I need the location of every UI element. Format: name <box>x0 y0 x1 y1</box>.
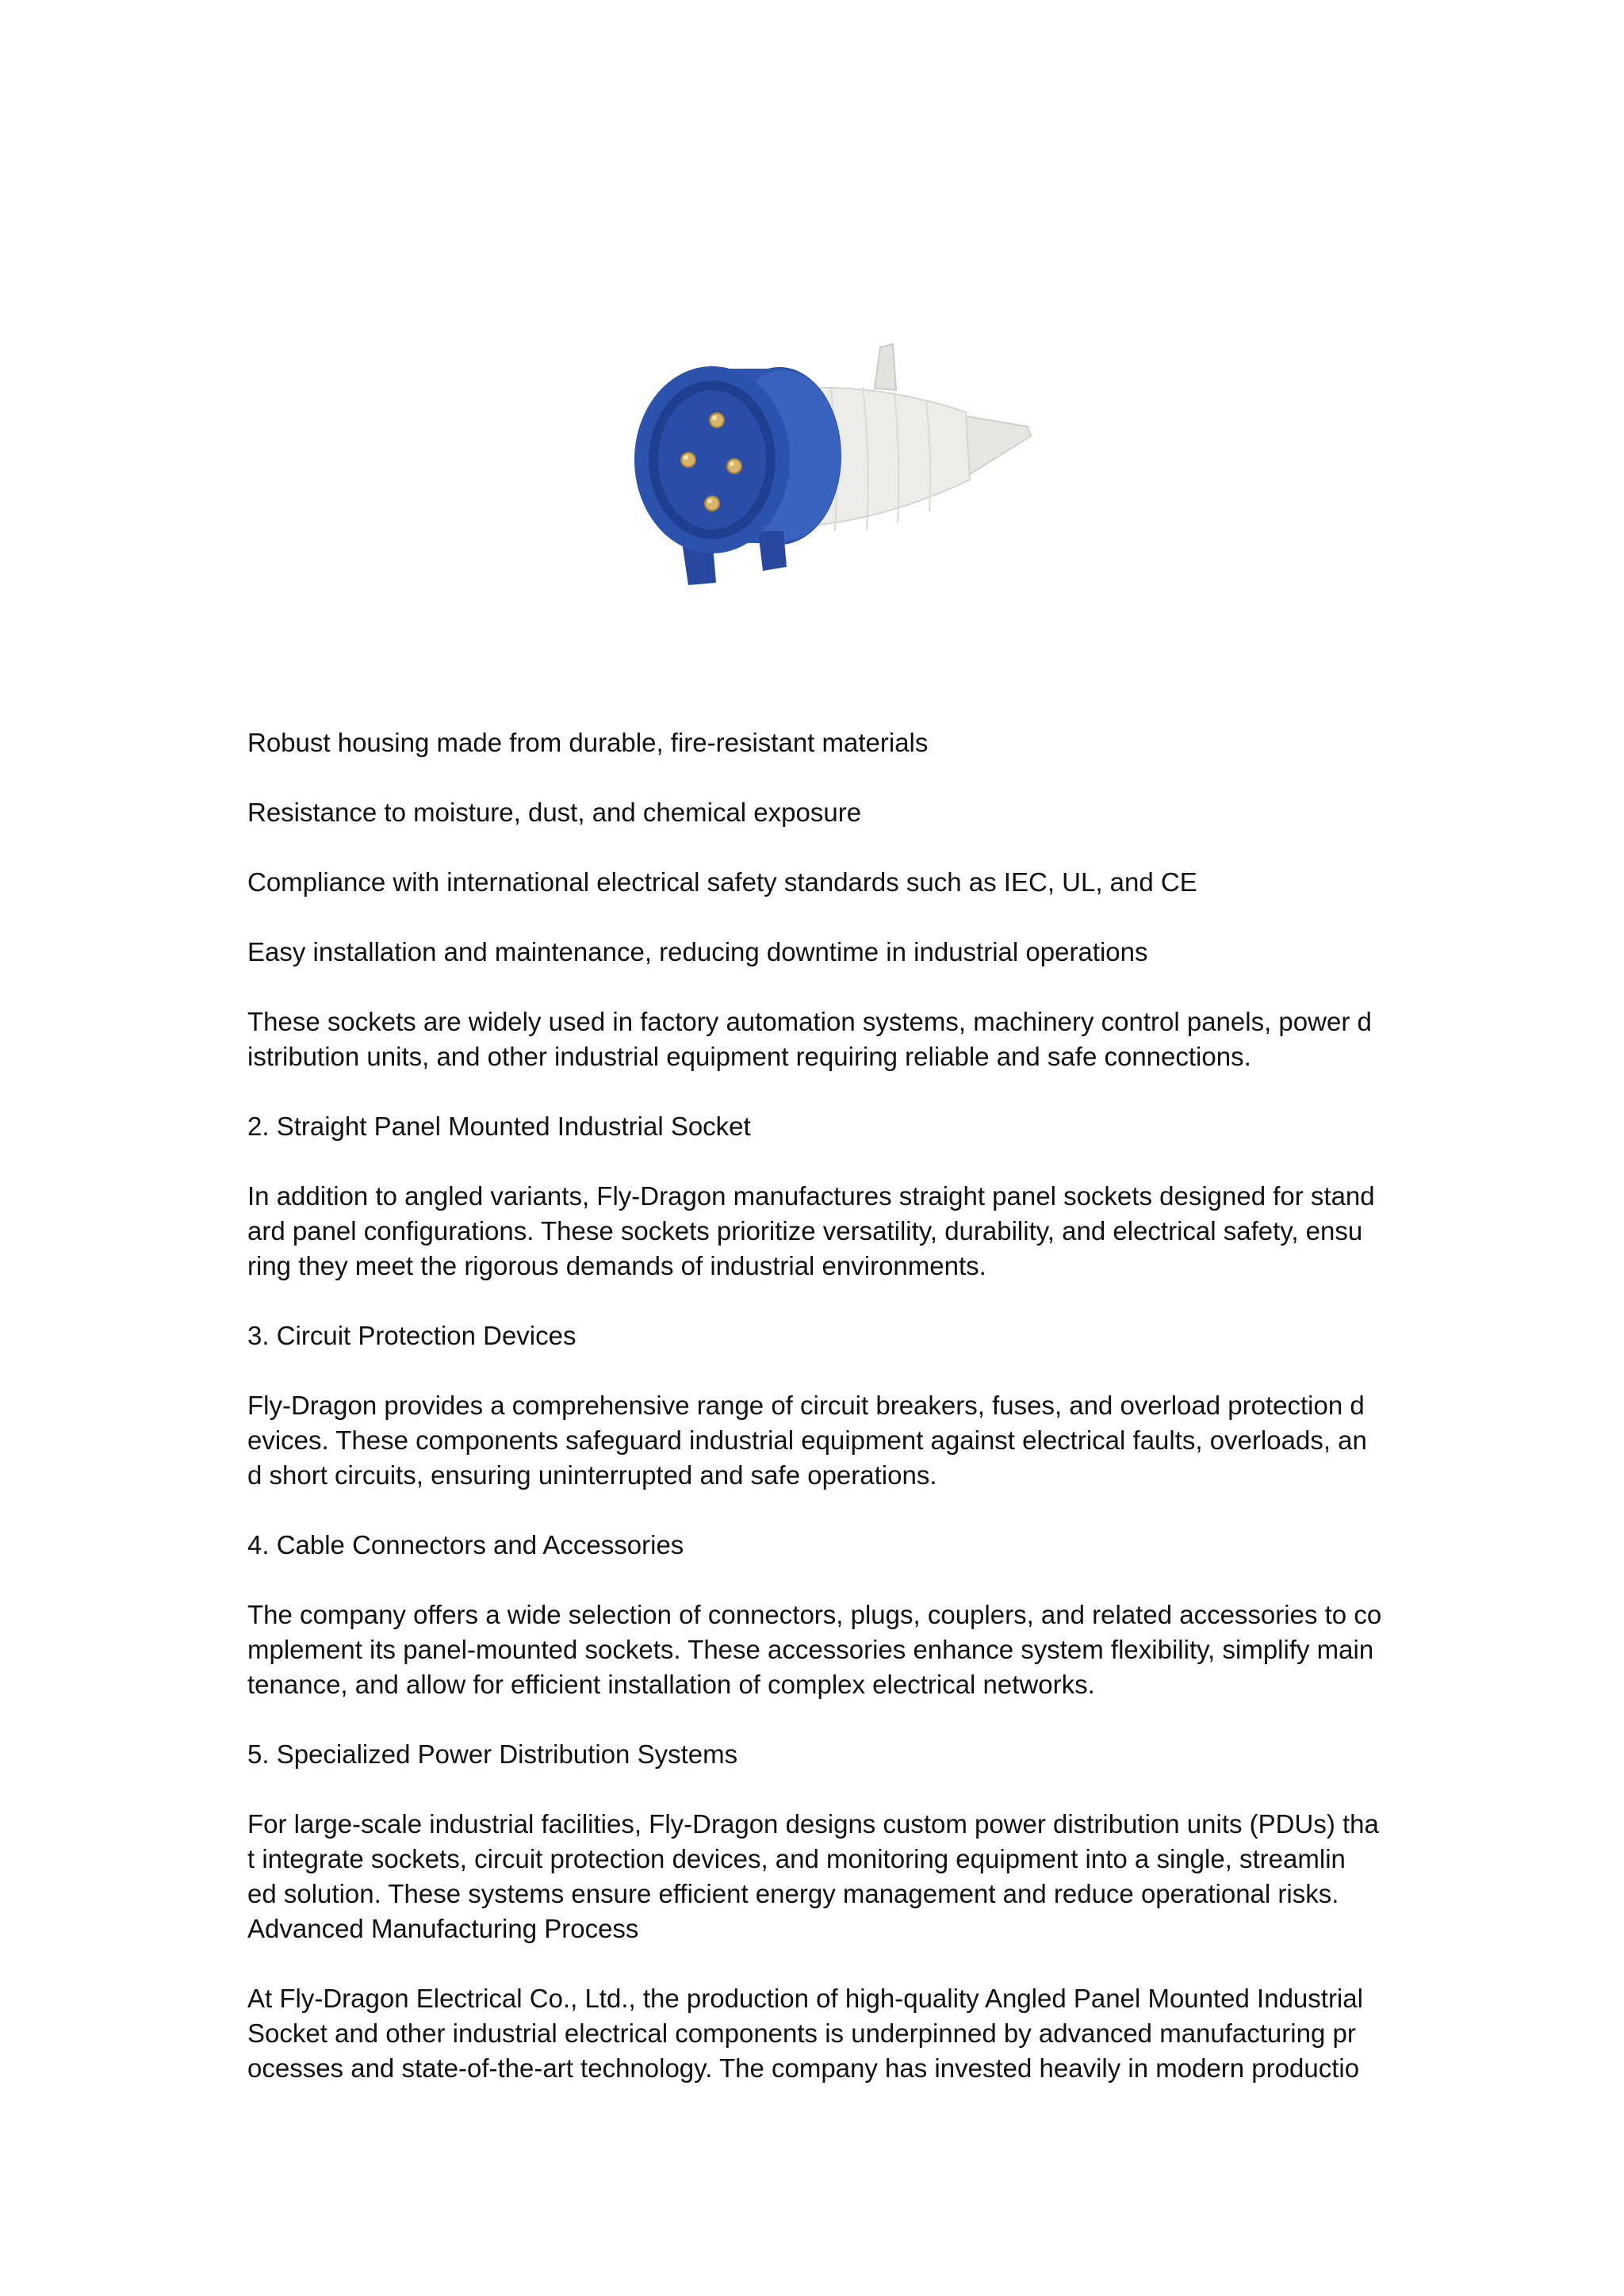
heading-circuit-protection: 3. Circuit Protection Devices <box>247 1321 576 1350</box>
bullet-housing: Robust housing made from durable, fire-resistant materials <box>247 728 929 757</box>
heading-power-distribution: 5. Specialized Power Distribution Systems <box>247 1739 738 1769</box>
bullet-resistance: Resistance to moisture, dust, and chemical exposure <box>247 798 862 827</box>
paragraph-manufacturing-process: At Fly-Dragon Electrical Co., Ltd., the production of high-quality Angled Panel Mounted Industrial Socket and other industrial electrical components is underpinned by advanced manufacturing pr ocesses and state-of-the-art technology. The company has invested heavily in modern productio <box>247 1984 1363 2083</box>
bullet-installation: Easy installation and maintenance, reducing downtime in industrial operations <box>247 937 1148 966</box>
bullet-compliance: Compliance with international electrical safety standards such as IEC, UL, and CE <box>247 867 1197 897</box>
heading-cable-connectors: 4. Cable Connectors and Accessories <box>247 1530 684 1559</box>
paragraph-cable-connectors: The company offers a wide selection of connectors, plugs, couplers, and related accessories to co mplement its panel-mounted sockets. These accessories enhance system flexibility, simplify main tenance, and allow for efficient installation of complex electrical networks. <box>247 1600 1382 1699</box>
heading-straight-panel-socket: 2. Straight Panel Mounted Industrial Socket <box>247 1112 751 1141</box>
body-text <box>247 725 1389 2121</box>
paragraph-circuit-protection: Fly-Dragon provides a comprehensive range of circuit breakers, fuses, and overload protection d evices. These components safeguard industrial equipment against electrical faults, overloads, an d short circuits, ensuring uninterrupted and safe operations. <box>247 1391 1367 1490</box>
paragraph-usage: These sockets are widely used in factory automation systems, machinery control panels, power d istribution units, and other industrial equipment requiring reliable and safe connections. <box>247 1007 1372 1071</box>
heading-manufacturing-process: Advanced Manufacturing Process <box>247 1914 639 1943</box>
paragraph-straight-panel-socket: In addition to angled variants, Fly-Dragon manufactures straight panel sockets designed for stand ard panel configurations. These sockets prioritize versatility, durability, and electrical safety, ensu ring they meet the rigorous demands of industrial environments. <box>247 1181 1375 1280</box>
paragraph-power-distribution: For large-scale industrial facilities, Fly-Dragon designs custom power distribution units (PDUs) tha t integrate sockets, circuit protection devices, and monitoring equipment into a single, streamlin ed solution. These systems ensure efficient energy management and reduce operational risks. <box>247 1809 1379 1908</box>
industrial-plug-image <box>593 333 1037 595</box>
